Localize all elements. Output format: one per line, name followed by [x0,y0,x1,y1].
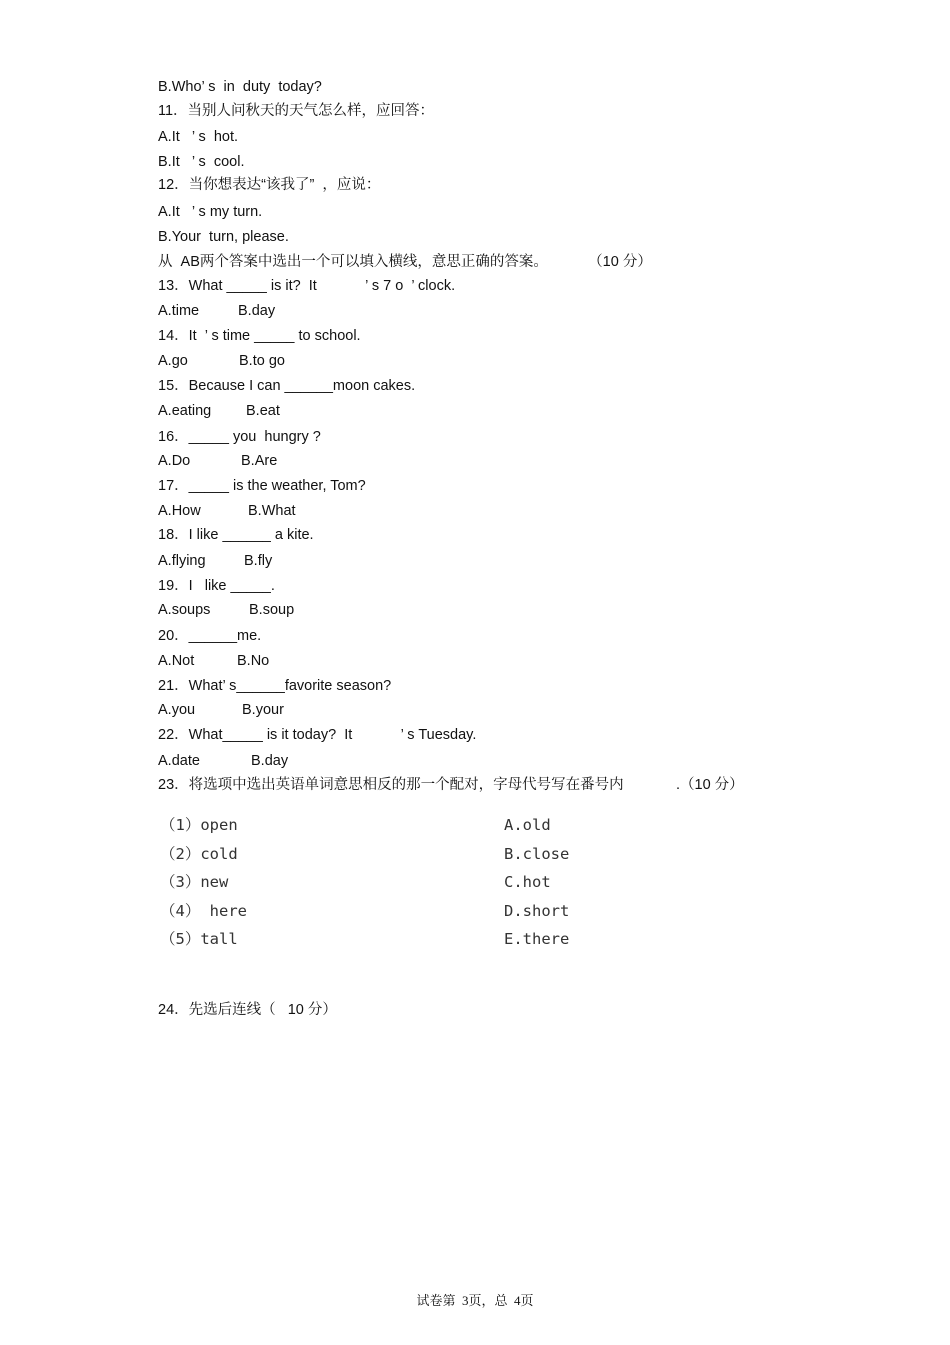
question-11: 11．当别人问秋天的天气怎么样，应回答： [158,103,435,119]
question-11-option-b: B.It ’ s cool. [158,154,245,170]
question-23: 23．将选项中选出英语单词意思相反的那一个配对，字母代号写在番号内 .（10 分） [158,777,744,793]
question-19-option-b: B.soup [249,602,295,618]
question-16-option-b: B.Are [241,453,278,469]
question-16: 16．_____ you hungry ? [158,429,321,445]
question-12-option-b: B.Your turn, please. [158,229,289,245]
matching-right-a: A.old [504,816,551,834]
question-11-option-a: A.It ’ s hot. [158,129,239,145]
question-20: 20．______me. [158,628,262,644]
question-22: 22．What_____ is it today? It ’ s Tuesday. [158,727,477,743]
question-14-option-a: A.go [158,353,188,369]
question-24: 24．先选后连线（ 10 分） [158,1002,337,1018]
question-10-option-b: B.Who’ s in duty today? [158,79,322,95]
question-17-option-b: B.What [248,503,296,519]
question-12: 12．当你想表达“该我了” ，应说： [158,177,381,193]
matching-right-d: D.short [504,902,570,920]
question-18-option-a: A.flying [158,553,206,569]
matching-right-c: C.hot [504,873,551,891]
matching-left-3: （3）new [160,873,229,891]
matching-right-e: E.there [504,930,570,948]
question-22-option-a: A.date [158,753,200,769]
question-15-option-a: A.eating [158,403,212,419]
question-17: 17．_____ is the weather, Tom? [158,478,366,494]
matching-left-2: （2）cold [160,845,238,863]
question-19: 19．I like _____. [158,578,275,594]
page-footer: 试卷第 3页，总 4页 [416,1293,534,1308]
section-instruction: 从 AB两个答案中选出一个可以填入横线，意思正确的答案。 （10 分） [158,254,652,270]
matching-right-b: B.close [504,845,570,863]
question-22-option-b: B.day [251,753,289,769]
question-17-option-a: A.How [158,503,201,519]
matching-left-5: （5）tall [160,930,238,948]
question-19-option-a: A.soups [158,602,211,618]
question-14-option-b: B.to go [239,353,285,369]
question-18: 18．I like ______ a kite. [158,527,314,543]
question-16-option-a: A.Do [158,453,191,469]
question-15-option-b: B.eat [246,403,280,419]
question-21: 21．What’ s______favorite season? [158,678,392,694]
matching-left-4: （4） here [160,902,247,920]
question-21-option-b: B.your [242,702,284,718]
question-14: 14．It ’ s time _____ to school. [158,328,361,344]
question-12-option-a: A.It ’ s my turn. [158,204,263,220]
question-21-option-a: A.you [158,702,196,718]
question-13-option-a: A.time [158,303,200,319]
question-15: 15．Because I can ______moon cakes. [158,378,416,394]
matching-left-1: （1）open [160,816,238,834]
question-20-option-a: A.Not [158,653,195,669]
question-20-option-b: B.No [237,653,270,669]
question-13: 13．What _____ is it? It ’ s 7 o ’ clock. [158,278,456,294]
question-18-option-b: B.fly [244,553,273,569]
question-13-option-b: B.day [238,303,276,319]
